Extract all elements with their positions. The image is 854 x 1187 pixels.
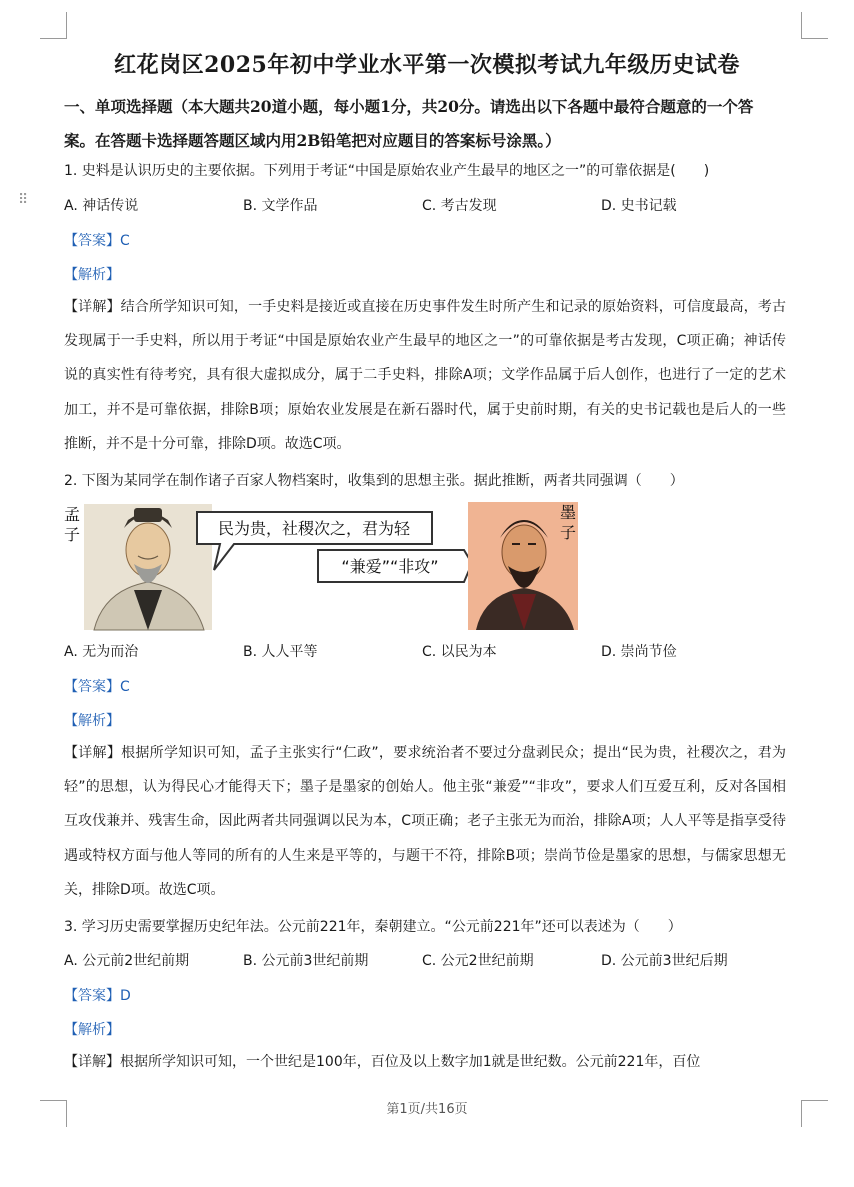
q2-analysis-label: 【解析】 bbox=[64, 713, 120, 729]
mencius-portrait bbox=[84, 504, 212, 630]
q3-analysis-label: 【解析】 bbox=[64, 1022, 120, 1038]
drag-handle-icon[interactable]: ⠿ bbox=[18, 192, 30, 208]
q1-stem: 1. 史料是认识历史的主要依据。下列用于考证“中国是原始农业产生最早的地区之一”的可靠依据是( ) bbox=[64, 163, 710, 179]
q2-options bbox=[64, 641, 784, 661]
q3-option-c: C. 公元2世纪前期 bbox=[422, 953, 534, 969]
q1-option-b: B. 文学作品 bbox=[243, 198, 318, 214]
q2-stem: 2. 下图为某同学在制作诸子百家人物档案时，收集到的思想主张。据此推断，两者共同强调（ ） bbox=[64, 473, 684, 489]
q2-option-c: C. 以民为本 bbox=[422, 644, 497, 660]
q2-left-name-2: 子 bbox=[64, 525, 81, 544]
q2-right-name-2: 子 bbox=[559, 523, 576, 542]
q2-figure bbox=[64, 498, 584, 632]
q2-right-quote: “兼爱”“非攻” bbox=[341, 557, 439, 576]
q1-option-a: A. 神话传说 bbox=[64, 198, 139, 214]
q3-option-b: B. 公元前3世纪前期 bbox=[243, 953, 369, 969]
q2-right-name-1: 墨 bbox=[559, 503, 576, 522]
q3-option-a: A. 公元前2世纪前期 bbox=[64, 953, 190, 969]
q1-detail: 【详解】结合所学知识可知，一手史料是接近或直接在历史事件发生时所产生和记录的原始资料，可信度最高，考古发现属于一手史料，所以用于考证“中国是原始农业产生最早的地区之一”的可靠依据是考古发现，C项正确；神话传说的真实性有待考究，具有很大虚拟成分，属于二手史料，排除A项；文学作品属于后人创作，也进行了一定的艺术加工，并不是可靠依据，排除B项；原始农业发展是在新石器时代，属于史前时期，有关的史书记载也是后人的一些推断，并不是十分可靠，排除D项。故选C项。 bbox=[64, 299, 786, 452]
q2-option-a: A. 无为而治 bbox=[64, 644, 139, 660]
q2-detail: 【详解】根据所学知识可知，孟子主张实行“仁政”，要求统治者不要过分盘剥民众；提出“民为贵，社稷次之，君为轻”的思想，认为得民心才能得天下；墨子是墨家的创始人。他主张“兼爱”“非攻”，要求人们互爱互利，反对各国相互攻伐兼并、残害生命，因此两者共同强调以民为本，C项正确；老子主张无为而治，排除A项；人人平等是指享受待遇或特权方面与他人等同的所有的人生来是平等的，与题干不符，排除B项；崇尚节俭是墨家的思想，与儒家思想无关，排除D项。故选C项。 bbox=[64, 745, 786, 898]
q1-analysis-label: 【解析】 bbox=[64, 267, 120, 283]
q2-answer: 【答案】C bbox=[64, 679, 130, 695]
q3-options bbox=[64, 950, 784, 970]
q3-detail: 【详解】根据所学知识可知，一个世纪是100年，百位及以上数字加1就是世纪数。公元前221年，百位 bbox=[64, 1054, 701, 1070]
q1-answer: 【答案】C bbox=[64, 233, 130, 249]
q2-left-quote: 民为贵，社稷次之，君为轻 bbox=[217, 519, 411, 538]
q1-options bbox=[64, 195, 784, 215]
q2-option-d: D. 崇尚节俭 bbox=[601, 644, 677, 660]
q2-left-name-1: 孟 bbox=[64, 505, 81, 524]
q3-stem: 3. 学习历史需要掌握历史纪年法。公元前221年，秦朝建立。“公元前221年”还可以表述为（ ） bbox=[64, 919, 682, 935]
section-heading: 一、单项选择题（本大题共20道小题，每小题1分，共20分。请选出以下各题中最符合题意的一个答案。在答题卡选择题答题区域内用2B铅笔把对应题目的答案标号涂黑。） bbox=[64, 97, 754, 150]
crop-mark-top-right bbox=[801, 12, 828, 39]
q1-option-c: C. 考古发现 bbox=[422, 198, 497, 214]
q2-option-b: B. 人人平等 bbox=[243, 644, 318, 660]
q3-answer: 【答案】D bbox=[64, 988, 131, 1004]
q3-option-d: D. 公元前3世纪后期 bbox=[601, 953, 728, 969]
page-title: 红花岗区2025年初中学业水平第一次模拟考试九年级历史试卷 bbox=[114, 52, 740, 78]
crop-mark-top-left bbox=[40, 12, 67, 39]
page-footer: 第1页/共16页 bbox=[386, 1102, 468, 1117]
q1-option-d: D. 史书记载 bbox=[601, 198, 677, 214]
